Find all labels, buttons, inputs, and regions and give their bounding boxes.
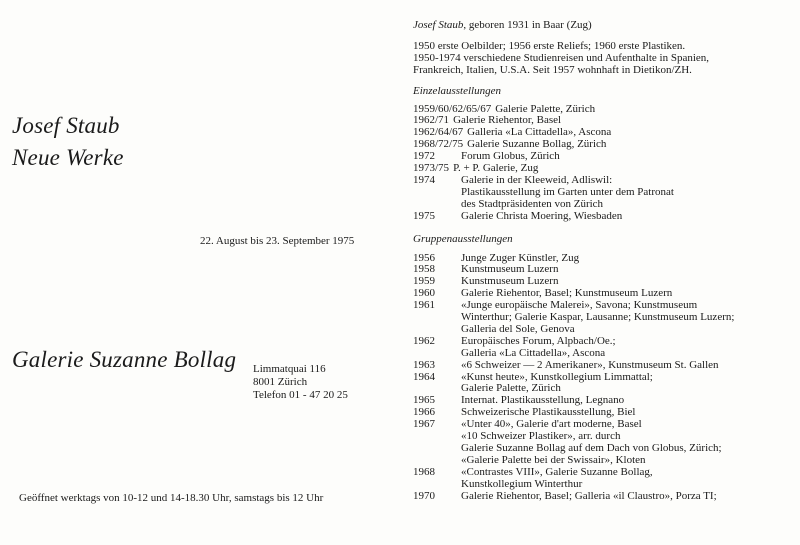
entry-text: Winterthur; Galerie Kaspar, Lausanne; Kunstmuseum Luzern; [461, 311, 735, 324]
entry-text: Galerie Suzanne Bollag auf dem Dach von Globus, Zürich; [461, 442, 722, 454]
entry-year: 1959 [413, 275, 435, 288]
gallery-address [253, 363, 348, 402]
entry-text: Galerie Riehentor, Basel; Galleria «il Claustro», Porza TI; [461, 489, 717, 502]
entry-year: 1972 [413, 150, 435, 163]
entry-text: Galerie Palette, Zürich [461, 382, 561, 395]
entry-text: Forum Globus, Zürich [461, 150, 560, 163]
entry-text: Galerie Riehentor, Basel [453, 114, 562, 127]
exhibition-entry [413, 336, 793, 348]
entry-year [413, 348, 461, 360]
entry-text: «Junge europäische Malerei», Savona; Kunstmuseum [461, 299, 698, 312]
entry-year: 1962/71 [413, 114, 450, 127]
exhibition-entry [413, 199, 793, 211]
entry-year: 1963 [413, 358, 435, 371]
entry-text: Kunstkollegium Winterthur [461, 477, 583, 490]
entry-year: 1970 [413, 489, 435, 502]
bio-line: 1950-1974 verschiedene Studienreisen und Aufenthalte in Spanien, [413, 51, 710, 64]
exhibition-entry [413, 360, 793, 372]
solo-exhibitions-heading: Einzelausstellungen [413, 84, 501, 97]
entry-text: Junge Zuger Künstler, Zug [461, 251, 580, 264]
address-line: 8001 Zürich [253, 376, 308, 388]
exhibition-entry [413, 479, 793, 491]
entry-text: Galerie Riehentor, Basel; Kunstmuseum Luzern [461, 287, 673, 300]
entry-text: Galerie Palette, Zürich [495, 102, 596, 115]
entry-year: 1956 [413, 251, 435, 264]
title-artist: Josef Staub [12, 113, 120, 138]
entry-text: «Contrastes VIII», Galerie Suzanne Bollag, [461, 465, 653, 478]
entry-text: «Kunst heute», Kunstkollegium Limmattal; [461, 370, 653, 383]
bio-header [413, 20, 793, 32]
title-exhibition: Neue Werke [12, 145, 124, 170]
entry-text: Kunstmuseum Luzern [461, 263, 559, 276]
entry-year: 1961 [413, 299, 435, 312]
entry-year: 1962 [413, 334, 435, 347]
entry-year: 1965 [413, 394, 435, 407]
entry-year: 1962/64/67 [413, 126, 464, 139]
entry-text: «6 Schweizer — 2 Amerikaner», Kunstmuseum St. Gallen [461, 358, 719, 371]
entry-year: 1967 [413, 418, 435, 431]
opening-hours: Geöffnet werktags von 10-12 und 14-18.30 Uhr, samstags bis 12 Uhr [19, 492, 324, 504]
entry-year: 1975 [413, 209, 435, 222]
entry-year: 1958 [413, 263, 435, 276]
solo-exhibitions-list [413, 104, 793, 223]
right-column [413, 20, 793, 503]
address-line: Limmatquai 116 [253, 363, 326, 375]
entry-text: Schweizerische Plastikausstellung, Biel [461, 406, 636, 419]
entry-year [413, 312, 461, 324]
exhibition-dates: 22. August bis 23. September 1975 [200, 235, 355, 247]
entry-text: «Unter 40», Galerie d'art moderne, Basel [461, 418, 642, 431]
entry-year [413, 431, 461, 443]
bio-line: 1950 erste Oelbilder; 1956 erste Reliefs; 1960 erste Plastiken. [413, 39, 686, 52]
bio-name: Josef Staub [413, 19, 464, 31]
entry-year: 1974 [413, 173, 435, 186]
entry-year [413, 199, 461, 211]
entry-year: 1960 [413, 287, 435, 300]
entry-text: Galleria del Sole, Genova [461, 322, 575, 335]
exhibition-entry [413, 467, 793, 479]
entry-text: «Galerie Palette bei der Swissair», Kloten [461, 453, 646, 466]
entry-text: «10 Schweizer Plastiker», arr. durch [461, 430, 621, 443]
entry-text: Internat. Plastikausstellung, Legnano [461, 394, 625, 407]
bio-line: Frankreich, Italien, U.S.A. Seit 1957 wohnhaft in Dietikon/ZH. [413, 63, 692, 76]
entry-year: 1968/72/75 [413, 138, 464, 151]
entry-year: 1968 [413, 465, 435, 478]
entry-year: 1959/60/62/65/67 [413, 102, 492, 115]
exhibition-entry [413, 491, 793, 503]
entry-text: des Stadtpräsidenten von Zürich [461, 197, 604, 210]
exhibition-entry [413, 211, 793, 223]
exhibition-entry [413, 187, 793, 199]
entry-year: 1966 [413, 406, 435, 419]
group-exhibitions-heading: Gruppenausstellungen [413, 232, 513, 245]
entry-text: Plastikausstellung im Garten unter dem Patronat [461, 185, 674, 198]
entry-text: Galleria «La Cittadella», Ascona [467, 126, 612, 139]
entry-text: Galerie in der Kleeweid, Adliswil: [461, 173, 613, 186]
entry-year [413, 479, 461, 491]
entry-text: Galleria «La Cittadella», Ascona [461, 346, 606, 359]
entry-text: Europäisches Forum, Alpbach/Oe.; [461, 334, 616, 347]
group-exhibitions-list [413, 253, 793, 503]
entry-text: Galerie Christa Moering, Wiesbaden [461, 209, 623, 222]
entry-year [413, 187, 461, 199]
entry-text: P. + P. Galerie, Zug [453, 162, 539, 175]
entry-text: Kunstmuseum Luzern [461, 275, 559, 288]
entry-text: Galerie Suzanne Bollag, Zürich [467, 138, 607, 151]
gallery-name: Galerie Suzanne Bollag [12, 347, 237, 372]
entry-year: 1964 [413, 370, 435, 383]
bio-birth: , geboren 1931 in Baar (Zug) [463, 19, 592, 31]
entry-year [413, 443, 461, 455]
entry-year: 1973/75 [413, 162, 450, 175]
address-line: Telefon 01 - 47 20 25 [253, 389, 348, 401]
exhibition-entry [413, 348, 793, 360]
